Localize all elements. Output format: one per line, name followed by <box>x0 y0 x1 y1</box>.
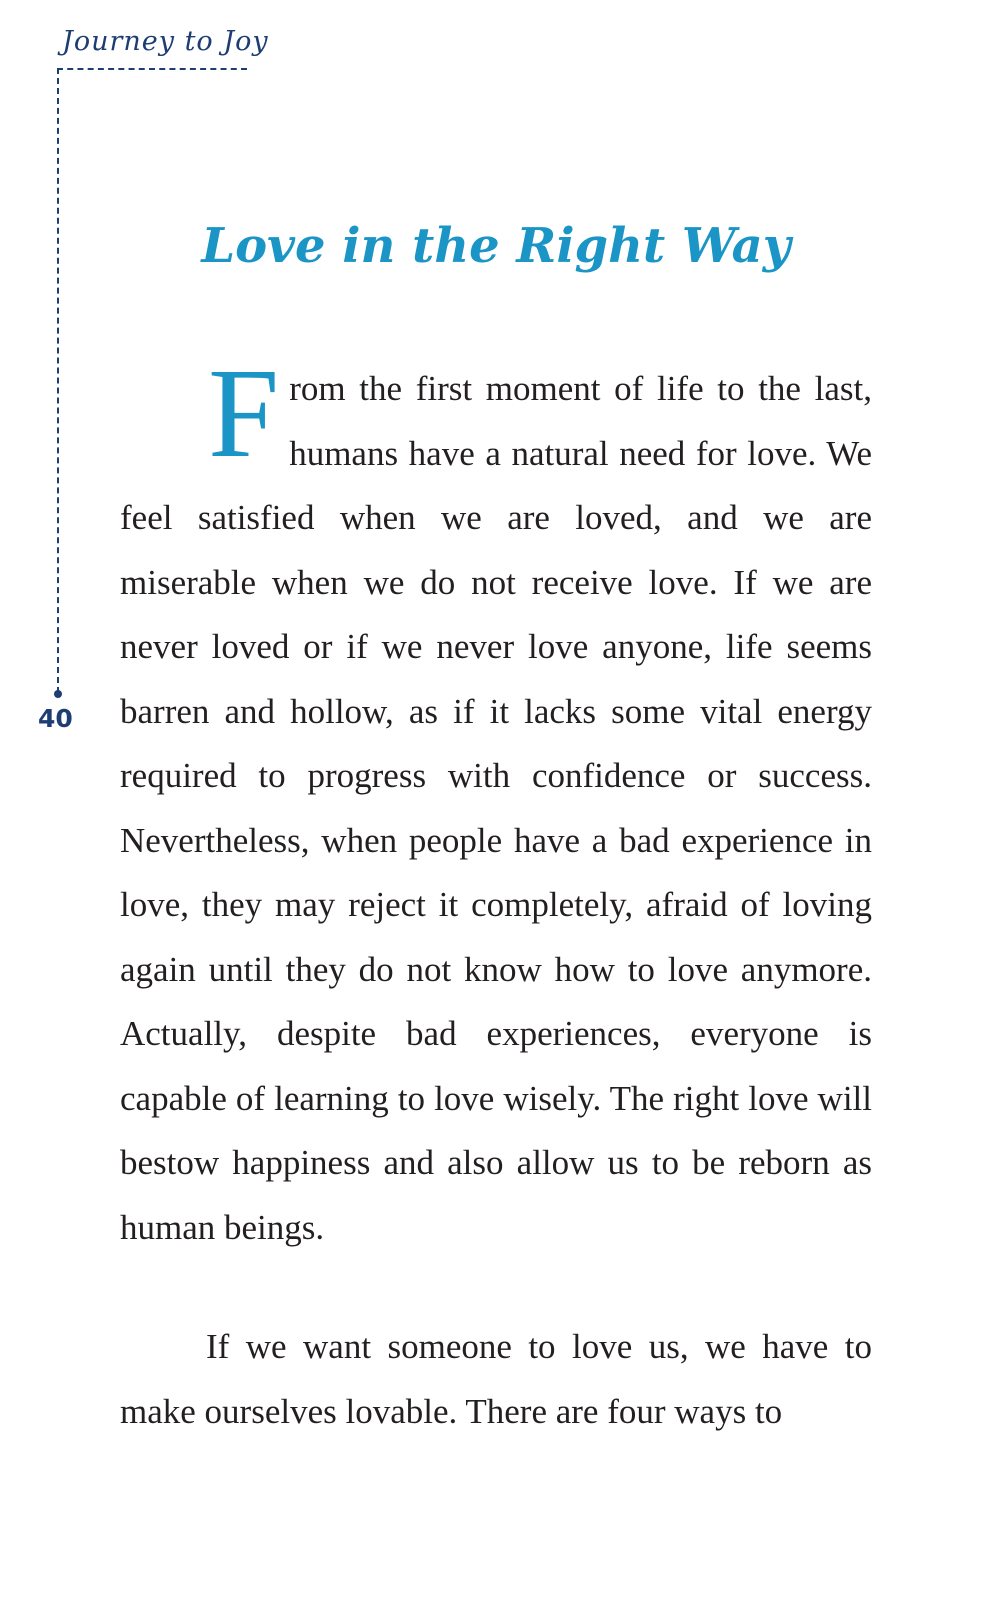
running-header-title: Journey to Joy <box>62 26 269 57</box>
drop-cap: F <box>208 342 280 484</box>
paragraph-1 <box>120 342 872 1260</box>
page-number: 40 <box>38 704 73 733</box>
margin-dashed-rule <box>57 68 59 693</box>
chapter-title: Love in the Right Way <box>201 218 791 274</box>
margin-rule-end-dot <box>54 690 62 698</box>
paragraph-1-text: rom the first moment of life to the last, humans have a natural need for love. We feel satisfied when we are loved, and we are miserable when we do not receive love. If we are never loved or if we never love anyone, life seems barren and hollow, as if it lacks some vital energy required to progress with confidence or success. Nevertheless, when people have a bad experience in love, they may reject it completely, afraid of loving again until they do not know how to love anymore. Actually, despite bad experiences, everyone is capable of learning to love wisely. The right love will bestow happiness and also allow us to be reborn as human beings. <box>120 369 872 1247</box>
header-dashed-rule <box>57 68 247 70</box>
paragraph-2: If we want someone to love us, we have to make ourselves lovable. There are four ways to <box>120 1327 872 1431</box>
